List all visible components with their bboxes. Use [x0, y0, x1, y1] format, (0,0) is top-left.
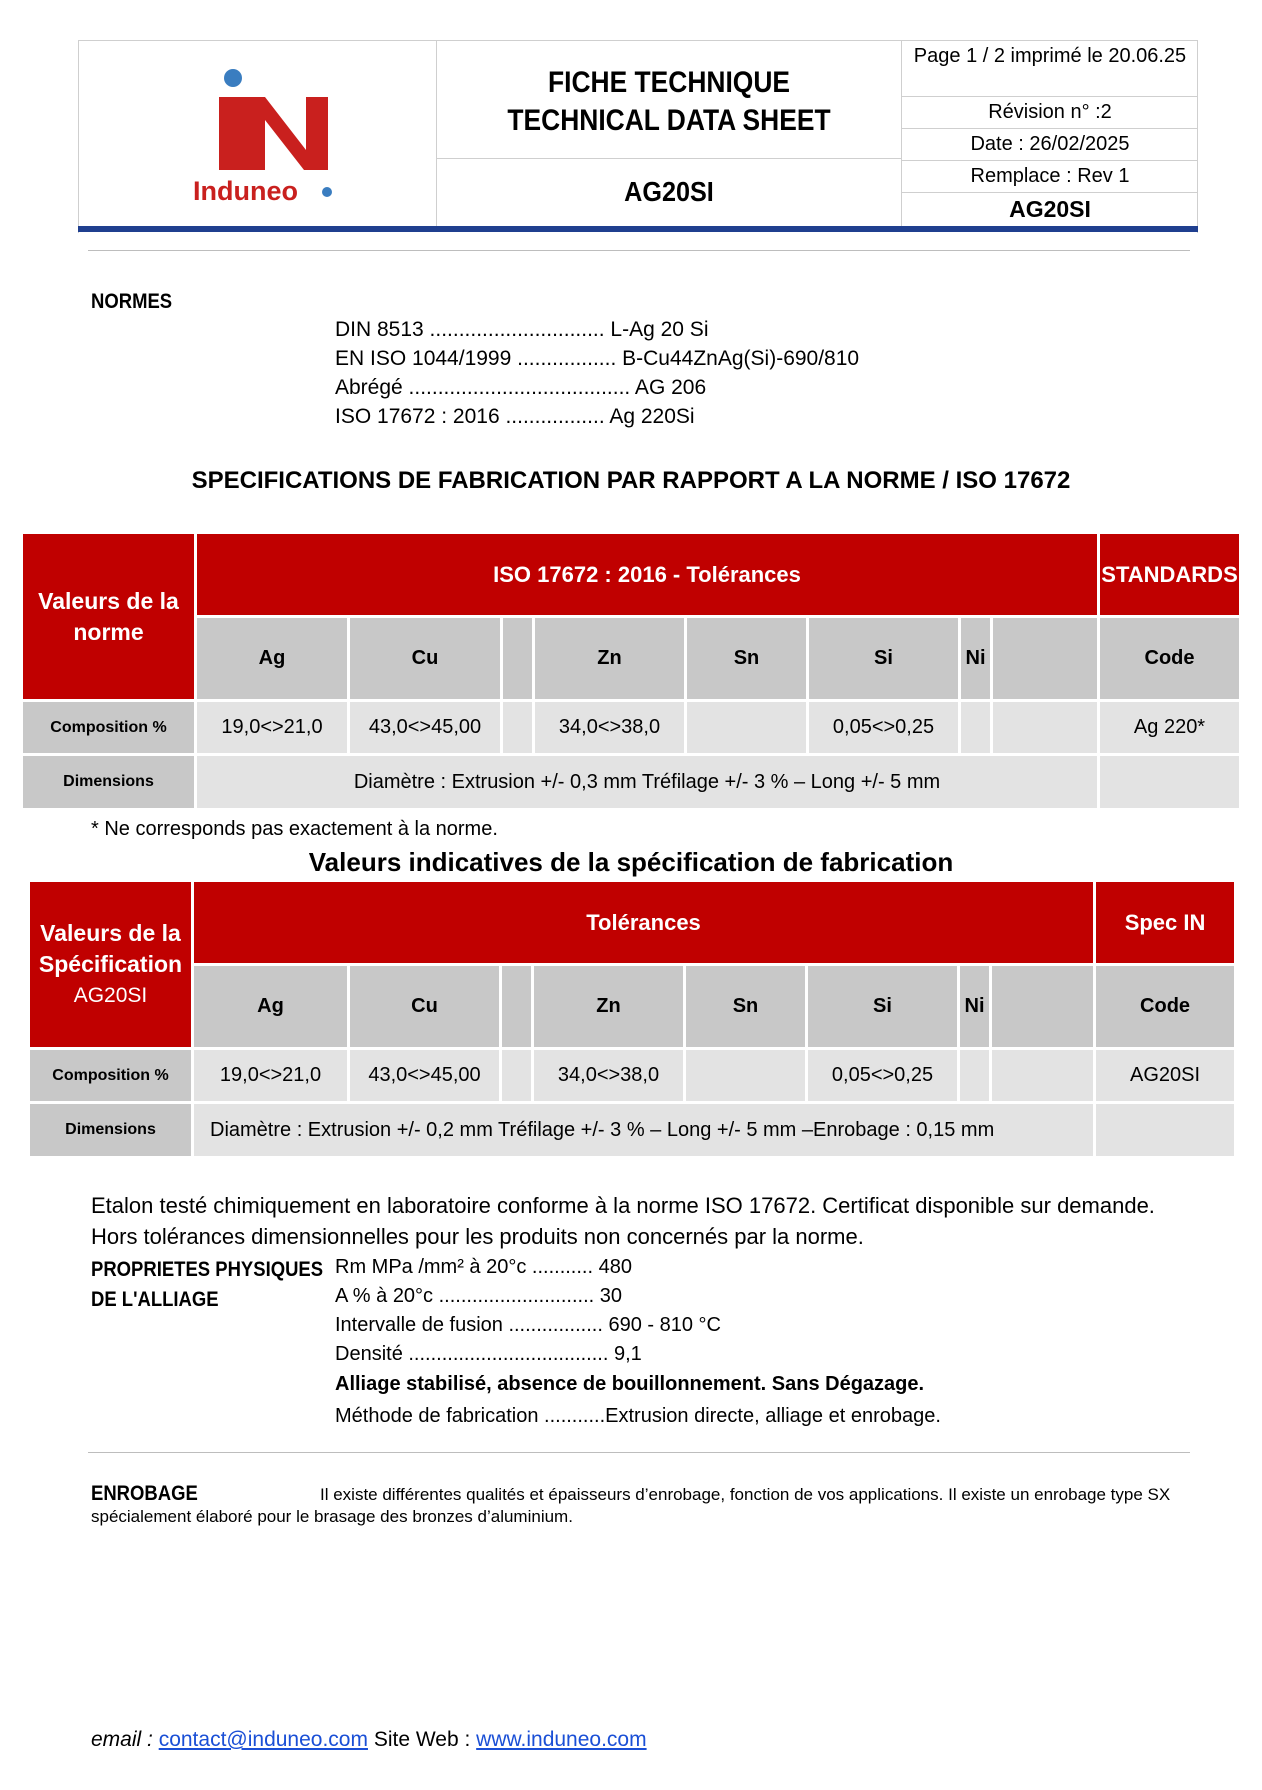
col-header-ni: Ni — [960, 966, 992, 1050]
col-header-sn: Sn — [687, 618, 809, 702]
col-header-ni: Ni — [961, 618, 993, 702]
properties-label: DE L'ALLIAGE — [91, 1288, 219, 1311]
logo-cell — [78, 40, 437, 226]
enrobage-label: ENROBAGE — [91, 1482, 198, 1505]
title-en: TECHNICAL DATA SHEET — [507, 104, 831, 137]
row-header-dimensions: Dimensions — [30, 1104, 194, 1156]
norm-line: DIN 8513 .............................. L-Ag 20 Si — [335, 318, 709, 341]
cell-ag: 19,0<>21,0 — [197, 702, 350, 756]
norm-line: EN ISO 1044/1999 ................. B-Cu44ZnAg(Si)-690/810 — [335, 347, 860, 370]
replaces: Remplace : Rev 1 — [902, 161, 1198, 193]
header-bar — [78, 226, 1198, 232]
col-header-blank — [503, 618, 535, 702]
spec-tolerance-table — [30, 882, 1234, 1156]
email-label: email : — [91, 1728, 153, 1751]
col-header-blank — [992, 966, 1096, 1050]
revision: Révision n° :2 — [902, 97, 1198, 129]
norm-line: Abrégé ...................................... AG 206 — [335, 376, 707, 399]
cell-sn — [687, 702, 809, 756]
cell-sn — [686, 1050, 808, 1104]
norm-line: ISO 17672 : 2016 ................. Ag 220Si — [335, 405, 695, 428]
col-header-cu: Cu — [350, 966, 502, 1050]
col-header-cu: Cu — [350, 618, 503, 702]
col-header-si: Si — [809, 618, 961, 702]
logo-text: Induneo — [193, 176, 298, 206]
property-line: Intervalle de fusion ................. 690 - 810 °C — [335, 1314, 721, 1336]
col-header-zn: Zn — [535, 618, 687, 702]
cell-si: 0,05<>0,25 — [809, 702, 961, 756]
cell-code: Ag 220* — [1100, 702, 1239, 756]
col-header-ag: Ag — [194, 966, 350, 1050]
cell-si: 0,05<>0,25 — [808, 1050, 960, 1104]
divider — [88, 250, 1190, 251]
logo-dot-icon — [224, 69, 242, 87]
page-title — [465, 64, 873, 140]
site-link[interactable]: www.induneo.com — [476, 1728, 647, 1751]
dimensions-value: Diamètre : Extrusion +/- 0,2 mm Tréfilage +/- 3 % – Long +/- 5 mm –Enrobage : 0,15 mm — [194, 1104, 1096, 1156]
corner-line: AG20SI — [73, 984, 148, 1007]
col-header-ag: Ag — [197, 618, 350, 702]
spec-header: Spec IN — [1096, 882, 1234, 966]
col-header-code: Code — [1096, 966, 1234, 1050]
property-method-line: Méthode de fabrication ...........Extrusion directe, alliage et enrobage. — [335, 1405, 941, 1427]
cell-blank — [993, 702, 1100, 756]
footnote: * Ne corresponds pas exactement à la norme. — [91, 818, 498, 840]
cell-blank — [992, 1050, 1096, 1104]
cell-zn: 34,0<>38,0 — [535, 702, 687, 756]
section-title-specs: SPECIFICATIONS DE FABRICATION PAR RAPPORT A LA NORME / ISO 17672 — [191, 467, 1071, 494]
property-bold-line: Alliage stabilisé, absence de bouillonnement. Sans Dégazage. — [335, 1373, 925, 1395]
table-group-header: ISO 17672 : 2016 - Tolérances — [197, 534, 1100, 618]
page-info: Page 1 / 2 imprimé le 20.06.25 — [902, 44, 1198, 97]
cell-code: AG20SI — [1096, 1050, 1234, 1104]
cell-ni — [960, 1050, 992, 1104]
row-header-composition: Composition % — [23, 702, 197, 756]
col-header-blank — [502, 966, 534, 1050]
divider — [88, 1452, 1190, 1453]
cell-cu: 43,0<>45,00 — [350, 702, 503, 756]
property-line: Rm MPa /mm² à 20°c ........... 480 — [335, 1256, 632, 1278]
normes-label: NORMES — [91, 290, 173, 313]
properties-label: PROPRIETES PHYSIQUES — [91, 1258, 324, 1281]
corner-line: Valeurs de la — [40, 920, 181, 946]
cell-cu: 43,0<>45,00 — [350, 1050, 502, 1104]
section-title-indicative: Valeurs indicatives de la spécification de fabrication — [308, 847, 954, 877]
corner-line: Spécification — [38, 951, 183, 977]
email-link[interactable]: contact@induneo.com — [158, 1728, 368, 1751]
standards-header: STANDARDS — [1100, 534, 1239, 618]
cell-blank — [502, 1050, 534, 1104]
row-header-dimensions: Dimensions — [23, 756, 197, 808]
col-header-si: Si — [808, 966, 960, 1050]
cell-ag: 19,0<>21,0 — [194, 1050, 350, 1104]
table-corner — [30, 882, 194, 1050]
etalon-paragraph: Etalon testé chimiquement en laboratoire conforme à la norme ISO 17672. Certificat disponible sur demande. Hors tolérances dimensionnelles pour les produits non concernés par la norme. — [91, 1193, 1155, 1249]
table-group-header: Tolérances — [194, 882, 1096, 966]
product-code: AG20SI — [1009, 196, 1091, 222]
cell-blank — [503, 702, 535, 756]
table-corner: Valeurs de la norme — [23, 534, 197, 702]
property-line: Densité .................................... 9,1 — [335, 1343, 642, 1365]
col-header-blank — [993, 618, 1100, 702]
site-label: Site Web : — [373, 1728, 471, 1751]
title-cell — [437, 40, 902, 226]
col-header-code: Code — [1100, 618, 1239, 702]
cell-ni — [961, 702, 993, 756]
col-header-zn: Zn — [534, 966, 686, 1050]
enrobage-text: Il existe différentes qualités et épaisseurs d’enrobage, fonction de vos applications. Il existe un enrobage type SX spécialement élaboré pour le brasage des bronzes d’aluminium. — [91, 1485, 1171, 1526]
cell-zn: 34,0<>38,0 — [534, 1050, 686, 1104]
iso-tolerance-table — [23, 534, 1239, 808]
title-fr: FICHE TECHNIQUE — [547, 66, 790, 99]
dimensions-value: Diamètre : Extrusion +/- 0,3 mm Tréfilage +/- 3 % – Long +/- 5 mm — [197, 756, 1100, 808]
row-header-composition: Composition % — [30, 1050, 194, 1104]
footer — [91, 1728, 647, 1752]
product-name: AG20SI — [624, 176, 714, 207]
col-header-sn: Sn — [686, 966, 808, 1050]
dimensions-code — [1096, 1104, 1234, 1156]
dimensions-code — [1100, 756, 1239, 808]
date: Date : 26/02/2025 — [902, 129, 1198, 161]
property-line: A % à 20°c ............................ 30 — [335, 1285, 623, 1307]
